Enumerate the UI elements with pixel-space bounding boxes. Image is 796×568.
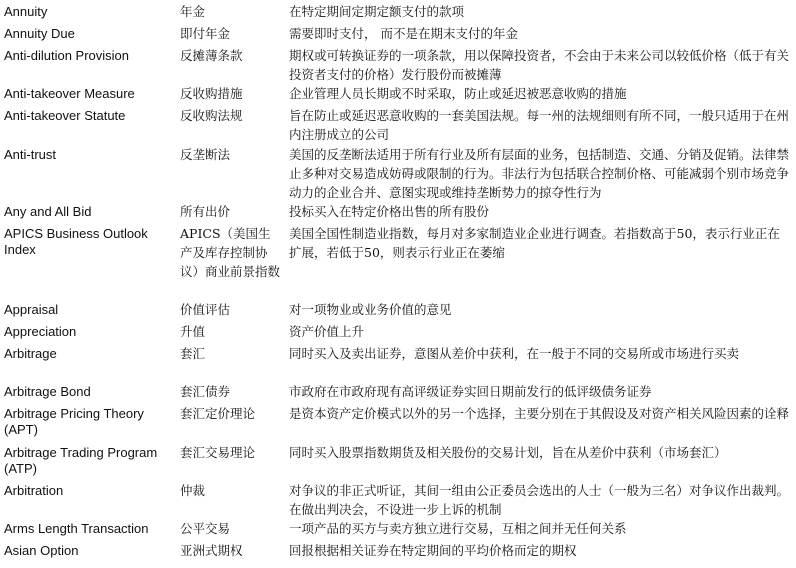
term-en: Anti-trust — [4, 147, 57, 162]
definition: 期权或可转换证券的一项条款，用以保障投资者，不会由于未来公司以较低价格（低于有关投资者支付的价格）发行股份而被摊薄 — [289, 48, 790, 82]
term-en: Annuity Due — [4, 26, 75, 41]
definition: 需要即时支付， 而不是在期末支付的年金 — [289, 26, 518, 41]
definition: 旨在防止或延迟恶意收购的一套美国法规。每一州的法规细则有所不同，一般只适用于在州内注册成立的公司 — [289, 108, 790, 142]
term-en: Anti-takeover Statute — [4, 108, 126, 123]
term-en: Appreciation — [4, 324, 77, 339]
term-en: Arbitrage Pricing Theory (APT) — [4, 406, 144, 437]
term-en: Annuity — [4, 4, 48, 19]
definition: 资产价值上升 — [289, 324, 365, 339]
term-zh: 反垄断法 — [180, 147, 231, 162]
term-zh: 公平交易 — [180, 521, 231, 536]
term-en: Arbitration — [4, 483, 64, 498]
term-zh: 年金 — [180, 4, 206, 19]
term-zh: 套汇交易理论 — [180, 445, 256, 460]
definition: 回报根据相关证券在特定期间的平均价格而定的期权 — [289, 543, 577, 558]
term-zh: 套汇债券 — [180, 384, 231, 399]
term-zh: 仲裁 — [180, 483, 206, 498]
term-en: Arms Length Transaction — [4, 521, 149, 536]
definition: 同时买入及卖出证券，意图从差价中获利，在一般于不同的交易所或市场进行买卖 — [289, 346, 740, 361]
definition: 企业管理人员长期或不时采取，防止或延迟被恶意收购的措施 — [289, 86, 627, 101]
term-en: Arbitrage Trading Program (ATP) — [4, 445, 158, 476]
term-en: Appraisal — [4, 302, 59, 317]
definition: 是资本资产定价模式以外的另一个选择，主要分别在于其假设及对资产相关风险因素的诠释 — [289, 406, 790, 421]
definition: 一项产品的买方与卖方独立进行交易，互相之间并无任何关系 — [289, 521, 627, 536]
term-zh: 反收购法规 — [180, 108, 243, 123]
definition: 在特定期间定期定额支付的款项 — [289, 4, 465, 19]
term-zh: APICS（美国生产及库存控制协议）商业前景指数 — [180, 226, 281, 279]
term-zh: 升值 — [180, 324, 206, 339]
term-en: Anti-takeover Measure — [4, 86, 135, 101]
definition: 美国全国性制造业指数，每月对多家制造业企业进行调查。若指数高于50，表示行业正在扩展，若低于50，则表示行业正在萎缩 — [289, 226, 780, 260]
term-zh: 价值评估 — [180, 302, 231, 317]
term-zh: 反收购措施 — [180, 86, 243, 101]
definition: 投标买入在特定价格出售的所有股份 — [289, 204, 490, 219]
term-zh: 所有出价 — [180, 204, 231, 219]
term-en: Arbitrage — [4, 346, 57, 361]
definition: 美国的反垄断法适用于所有行业及所有层面的业务，包括制造、交通、分销及促销。法律禁止多种对交易造成妨碍或限制的行为。非法行为包括联合控制价格、可能减弱个别市场竞争动力的企业合并、意图实现或维持垄断势力的掠夺性行为 — [289, 147, 790, 200]
term-en: Arbitrage Bond — [4, 384, 91, 399]
term-en: Anti-dilution Provision — [4, 48, 130, 63]
term-zh: 即付年金 — [180, 26, 231, 41]
term-en: APICS Business Outlook Index — [4, 226, 148, 257]
definition: 对争议的非正式听证，其间一组由公正委员会选出的人士（一般为三名）对争议作出裁判。在做出判决会，不设进一步上诉的机制 — [289, 483, 790, 517]
definition: 市政府在市政府现有高评级证券实回日期前发行的低评级债务证券 — [289, 384, 652, 399]
definition: 同时买入股票指数期货及相关股份的交易计划，旨在从差价中获利（市场套汇） — [289, 445, 727, 460]
definition: 对一项物业或业务价值的意见 — [289, 302, 452, 317]
term-zh: 亚洲式期权 — [180, 543, 243, 558]
term-zh: 套汇定价理论 — [180, 406, 256, 421]
term-zh: 套汇 — [180, 346, 206, 361]
term-en: Asian Option — [4, 543, 79, 558]
term-en: Any and All Bid — [4, 204, 92, 219]
term-zh: 反摊薄条款 — [180, 48, 243, 63]
